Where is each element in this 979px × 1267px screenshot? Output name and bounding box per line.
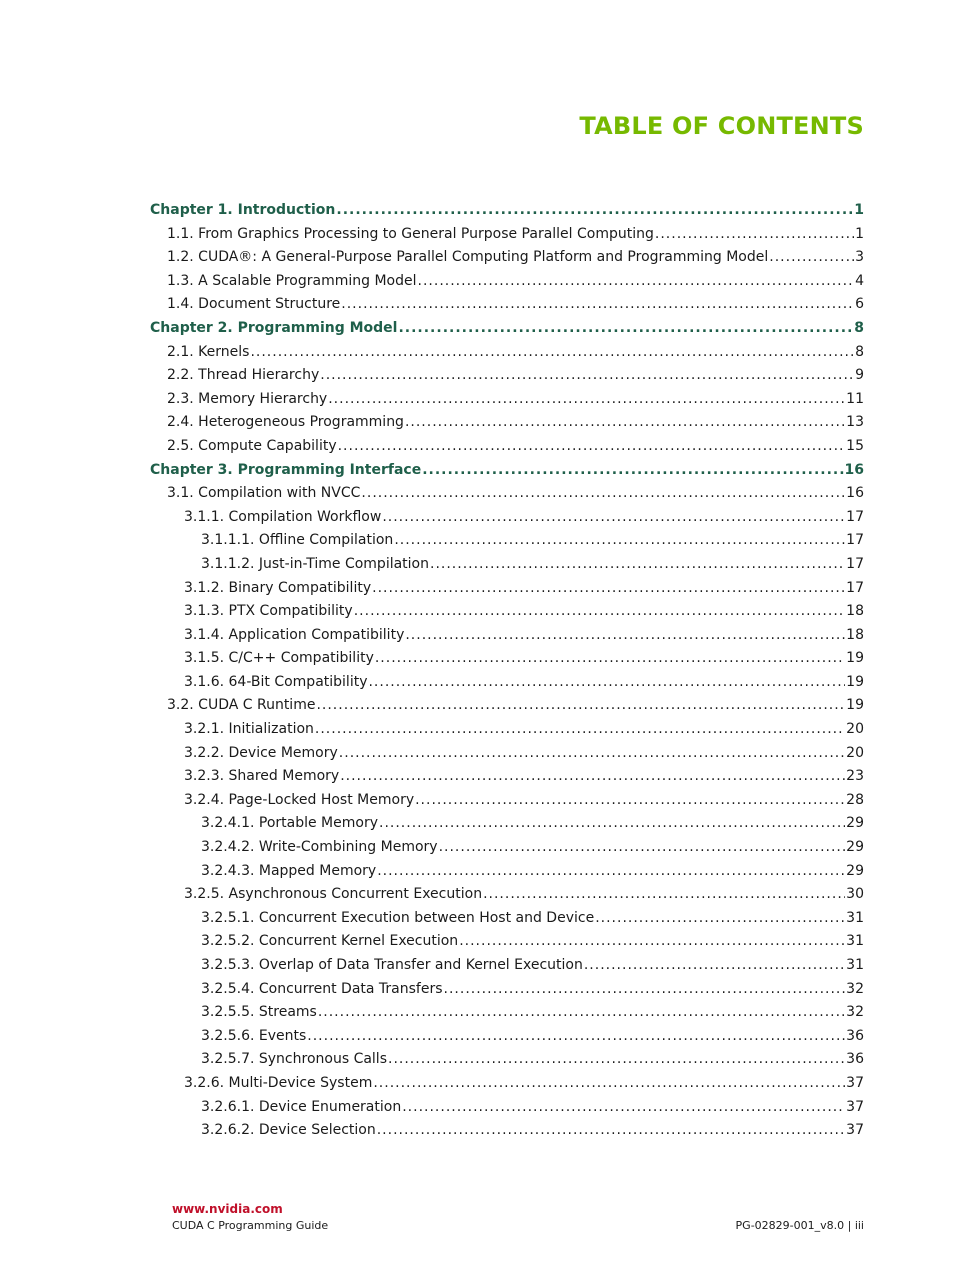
toc-entry-page: 18 [846,603,864,620]
toc-entry-label: 2.4. Heterogeneous Programming [167,414,404,431]
footer-doc-title: CUDA C Programming Guide [172,1219,329,1232]
toc-entry[interactable] [150,482,864,506]
toc-entry-page: 16 [846,485,864,502]
dot-leader [354,600,845,624]
toc-entry[interactable] [150,388,864,412]
dot-leader [361,482,845,506]
toc-entry[interactable] [150,270,864,294]
toc-entry-page: 29 [846,862,864,879]
toc-entry[interactable] [150,1001,864,1025]
footer-doc-id: PG-02829-001_v8.0 | iii [735,1219,864,1232]
toc-entry[interactable] [150,978,864,1002]
toc-entry-label: 3.2.6.2. Device Selection [201,1122,376,1139]
dot-leader [379,812,845,836]
toc-entry-label: 3.2.4. Page-Locked Host Memory [184,791,415,808]
toc-entry[interactable] [150,223,864,247]
toc-entry[interactable] [150,860,864,884]
toc-entry-label: 3.2.5.2. Concurrent Kernel Execution [201,933,459,950]
toc-entry[interactable] [150,1096,864,1120]
toc-entry-label: 3.2.1. Initialization [184,721,314,738]
toc-entry[interactable] [150,1119,864,1143]
dot-leader [340,765,845,789]
toc-entry[interactable] [150,341,864,365]
toc-entry-label: 3.2.6. Multi-Device System [184,1074,373,1091]
toc-entry-label: 3.2. CUDA C Runtime [167,697,316,714]
dot-leader [320,364,854,388]
toc-entry-label: 3.1.1.2. Just-in-Time Compilation [201,555,429,572]
toc-entry-label: 3.2.5.7. Synchronous Calls [201,1051,387,1068]
dot-leader [459,930,845,954]
toc-entry-page: 8 [854,319,864,336]
toc-entry-label: 3.2.4.3. Mapped Memory [201,862,377,879]
page-title: TABLE OF CONTENTS [579,112,864,140]
dot-leader [398,317,853,341]
toc-entry-page: 15 [846,437,864,454]
dot-leader [382,506,845,530]
toc-entry-page: 8 [855,343,864,360]
toc-entry-label: 3.2.3. Shared Memory [184,768,340,785]
toc-entry[interactable] [150,789,864,813]
toc-entry[interactable] [150,742,864,766]
toc-entry-label: 3.2.5.4. Concurrent Data Transfers [201,980,443,997]
dot-leader [655,223,854,247]
toc-entry-label: 3.2.5.3. Overlap of Data Transfer and Kernel Execution [201,957,583,973]
dot-leader [377,1119,845,1143]
toc-entry[interactable] [150,671,864,695]
toc-entry-page: 36 [846,1051,864,1068]
toc-entry[interactable] [150,600,864,624]
dot-leader [336,199,853,223]
dot-leader [250,341,854,365]
toc-entry-page: 32 [846,980,864,997]
dot-leader [377,860,845,884]
toc-chapter-entry[interactable] [150,199,864,223]
toc-entry[interactable] [150,293,864,317]
toc-entry-label: 3.1.3. PTX Compatibility [184,603,353,620]
toc-entry-page: 29 [846,815,864,832]
dot-leader [375,647,845,671]
toc-entry-page: 37 [846,1098,864,1115]
toc-entry-page: 20 [846,721,864,738]
toc-entry-page: 30 [846,886,864,903]
toc-entry-label: 3.2.5.6. Events [201,1027,307,1044]
toc-entry[interactable] [150,411,864,435]
toc-entry-page: 16 [844,461,864,478]
toc-entry[interactable] [150,930,864,954]
toc-entry-page: 31 [846,957,864,973]
toc-entry-page: 28 [846,791,864,808]
toc-entry-page: 17 [846,532,864,549]
toc-entry[interactable] [150,647,864,671]
toc-entry-label: 1.3. A Scalable Programming Model [167,272,417,289]
toc-entry-label: 3.2.2. Device Memory [184,744,338,761]
toc-entry[interactable] [150,1072,864,1096]
toc-entry[interactable] [150,364,864,388]
dot-leader [405,624,845,648]
toc-entry[interactable] [150,624,864,648]
toc-entry-label: 3.2.5. Asynchronous Concurrent Execution [184,886,483,903]
toc-entry-page: 1 [855,225,864,242]
toc-entry[interactable] [150,529,864,553]
toc-entry-label: 3.2.4.2. Write-Combining Memory [201,839,438,856]
toc-entry-label: 3.1.1.1. Offline Compilation [201,532,394,549]
toc-entry-page: 29 [846,839,864,856]
toc-entry-label: Chapter 2. Programming Model [150,319,398,336]
toc-entry-page: 31 [846,909,864,926]
toc-entry-page: 23 [846,768,864,785]
toc-entry[interactable] [150,883,864,907]
dot-leader [316,694,845,718]
toc-entry[interactable] [150,435,864,459]
dot-leader [328,388,845,412]
dot-leader [368,671,845,695]
toc-entry[interactable] [150,907,864,931]
toc-entry-page: 4 [855,272,864,289]
toc-entry-label: 3.1.6. 64-Bit Compatibility [184,673,368,690]
dot-leader [483,883,845,907]
toc-entry-label: 3.1.1. Compilation Workflow [184,508,382,525]
dot-leader [318,1001,845,1025]
dot-leader [372,577,845,601]
toc-entry-label: 2.3. Memory Hierarchy [167,390,328,407]
toc-entry[interactable] [150,577,864,601]
dot-leader [430,553,845,577]
toc-entry-label: 3.2.5.5. Streams [201,1004,317,1021]
dot-leader [405,411,845,435]
toc-chapter-entry[interactable] [150,317,864,341]
dot-leader [418,270,855,294]
dot-leader [595,907,845,931]
toc-entry-page: 32 [846,1004,864,1021]
dot-leader [341,293,854,317]
dot-leader [584,954,845,978]
dot-leader [439,836,846,860]
toc-entry[interactable] [150,765,864,789]
toc-entry-page: 6 [855,296,864,313]
toc-entry-label: 1.4. Document Structure [167,296,341,313]
toc-entry[interactable] [150,836,864,860]
toc-entry-page: 1 [854,202,864,218]
dot-leader [769,246,854,270]
toc-entry-label: 3.2.4.1. Portable Memory [201,815,378,832]
toc-entry-label: 1.2. CUDA®: A General-Purpose Parallel Computing Platform and Programming Model [167,249,769,266]
toc-entry-page: 36 [846,1027,864,1044]
table-of-contents [150,199,864,1143]
toc-entry-label: 3.2.5.1. Concurrent Execution between Host and Device [201,909,595,926]
toc-entry[interactable] [150,812,864,836]
toc-entry[interactable] [150,553,864,577]
toc-entry[interactable] [150,506,864,530]
toc-entry-page: 37 [846,1122,864,1139]
toc-entry-label: Chapter 3. Programming Interface [150,461,422,478]
dot-leader [307,1025,845,1049]
toc-entry-label: 2.1. Kernels [167,343,250,360]
toc-entry-label: 2.2. Thread Hierarchy [167,367,320,384]
footer-url[interactable]: www.nvidia.com [172,1202,283,1216]
toc-entry[interactable] [150,246,864,270]
toc-entry-page: 19 [846,673,864,690]
toc-entry-label: 3.1. Compilation with NVCC [167,485,361,502]
toc-entry-page: 17 [846,579,864,596]
toc-chapter-entry[interactable] [150,459,864,483]
toc-entry-label: Chapter 1. Introduction [150,202,336,218]
toc-entry-page: 20 [846,744,864,761]
toc-entry-label: 1.1. From Graphics Processing to General Purpose Parallel Computing [167,225,654,242]
toc-entry-page: 3 [855,249,864,266]
dot-leader [373,1072,845,1096]
toc-entry-page: 17 [846,508,864,525]
dot-leader [415,789,845,813]
dot-leader [394,529,845,553]
toc-entry-page: 18 [846,626,864,643]
toc-entry-page: 11 [846,390,864,407]
toc-entry-label: 3.2.6.1. Device Enumeration [201,1098,402,1115]
toc-entry-page: 31 [846,933,864,950]
dot-leader [338,435,846,459]
toc-entry-page: 17 [846,555,864,572]
toc-entry[interactable] [150,718,864,742]
toc-entry[interactable] [150,694,864,718]
dot-leader [422,459,843,483]
dot-leader [315,718,845,742]
toc-entry-page: 13 [846,414,864,431]
toc-entry-page: 37 [846,1074,864,1091]
toc-entry-page: 19 [846,650,864,667]
toc-entry-label: 2.5. Compute Capability [167,437,337,454]
dot-leader [339,742,845,766]
dot-leader [388,1048,845,1072]
toc-entry[interactable] [150,1025,864,1049]
toc-entry-label: 3.1.5. C/C++ Compatibility [184,650,374,667]
dot-leader [444,978,846,1002]
toc-entry-page: 19 [846,697,864,714]
toc-entry-page: 9 [855,367,864,384]
toc-entry-label: 3.1.2. Binary Compatibility [184,579,372,596]
dot-leader [402,1096,845,1120]
toc-entry[interactable] [150,954,864,978]
toc-entry-label: 3.1.4. Application Compatibility [184,626,405,643]
toc-entry[interactable] [150,1048,864,1072]
